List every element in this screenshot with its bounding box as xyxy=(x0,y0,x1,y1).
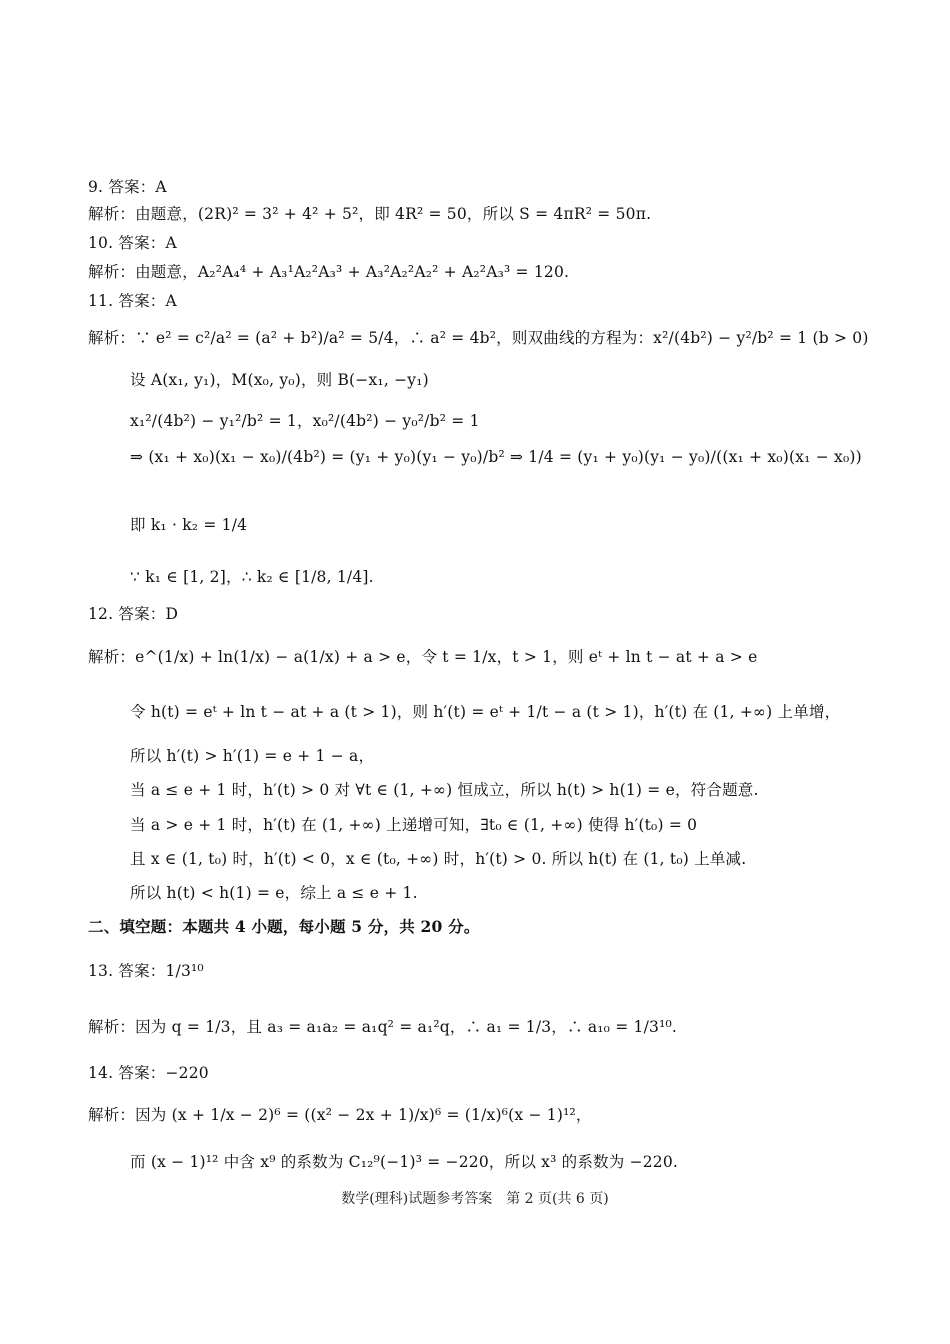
text-line: 当 a ≤ e + 1 时，h′(t) > 0 对 ∀t ∈ (1, +∞) 恒成立，所以 h(t) > h(1) = e，符合题意. xyxy=(130,781,759,799)
text-line: 11. 答案：A xyxy=(88,292,177,310)
text-line: 解析：由题意，A₂²A₄⁴ + A₃¹A₂²A₃³ + A₃²A₂²A₂² + A₂²A₃³ = 120. xyxy=(88,263,570,281)
text-line: 10. 答案：A xyxy=(88,234,177,252)
text-line: 解析：因为 q = 1/3，且 a₃ = a₁a₂ = a₁q² = a₁²q，∴ a₁ = 1/3，∴ a₁₀ = 1/3¹⁰. xyxy=(88,1018,678,1036)
text-line: 解析：由题意，(2R)² = 3² + 4² + 5²，即 4R² = 50，所以 S = 4πR² = 50π. xyxy=(88,205,652,223)
text-line: 解析：∵ e² = c²/a² = (a² + b²)/a² = 5/4，∴ a² = 4b²，则双曲线的方程为：x²/(4b²) − y²/b² = 1 (b > 0) xyxy=(88,329,869,347)
text-line: 设 A(x₁, y₁)，M(x₀, y₀)，则 B(−x₁, −y₁) xyxy=(130,371,429,389)
text-line: 即 k₁ · k₂ = 1/4 xyxy=(130,516,248,534)
text-line: ⇒ (x₁ + x₀)(x₁ − x₀)/(4b²) = (y₁ + y₀)(y₁ − y₀)/b² ⇒ 1/4 = (y₁ + y₀)(y₁ − y₀)/((x₁ + x₀)(x₁ − x₀)) xyxy=(130,448,862,466)
text-line: 12. 答案：D xyxy=(88,605,179,623)
text-line: 所以 h′(t) > h′(1) = e + 1 − a， xyxy=(130,747,375,765)
text-line: 当 a > e + 1 时，h′(t) 在 (1, +∞) 上递增可知，∃t₀ ∈ (1, +∞) 使得 h′(t₀) = 0 xyxy=(130,816,698,834)
page-footer: 数学(理科)试题参考答案 第 2 页(共 6 页) xyxy=(341,1191,609,1207)
text-line: 所以 h(t) < h(1) = e，综上 a ≤ e + 1. xyxy=(130,884,418,902)
text-line: x₁²/(4b²) − y₁²/b² = 1，x₀²/(4b²) − y₀²/b² = 1 xyxy=(130,412,480,430)
text-line: 解析：因为 (x + 1/x − 2)⁶ = ((x² − 2x + 1)/x)⁶ = (1/x)⁶(x − 1)¹²， xyxy=(88,1106,592,1124)
section-heading: 二、填空题：本题共 4 小题，每小题 5 分，共 20 分。 xyxy=(88,917,480,936)
text-line: 9. 答案：A xyxy=(88,178,167,196)
text-line: 解析：e^(1/x) + ln(1/x) − a(1/x) + a > e，令 t = 1/x，t > 1，则 eᵗ + ln t − at + a > e xyxy=(88,648,758,666)
text-line: 且 x ∈ (1, t₀) 时，h′(t) < 0，x ∈ (t₀, +∞) 时，h′(t) > 0. 所以 h(t) 在 (1, t₀) 上单减. xyxy=(130,850,747,868)
text-line: 14. 答案：−220 xyxy=(88,1064,209,1082)
text-line: 而 (x − 1)¹² 中含 x⁹ 的系数为 C₁₂⁹(−1)³ = −220，所以 x³ 的系数为 −220. xyxy=(130,1153,679,1171)
text-line: 令 h(t) = eᵗ + ln t − at + a (t > 1)，则 h′(t) = eᵗ + 1/t − a (t > 1)，h′(t) 在 (1, +∞) 上单增， xyxy=(130,703,841,721)
text-line: 13. 答案：1/3¹⁰ xyxy=(88,962,204,980)
text-line: ∵ k₁ ∈ [1, 2]，∴ k₂ ∈ [1/8, 1/4]. xyxy=(130,568,374,586)
